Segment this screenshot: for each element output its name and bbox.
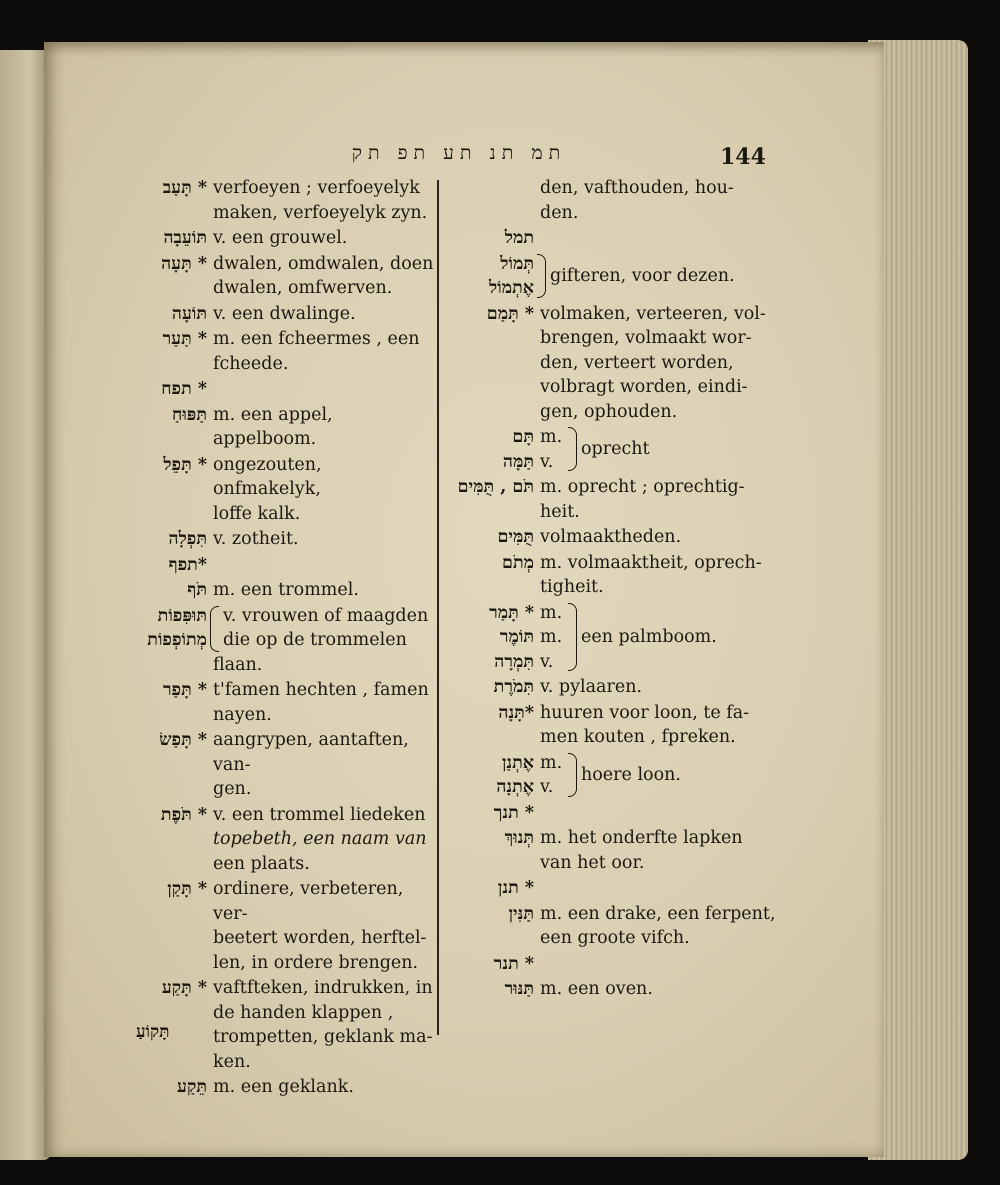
root-headword: תמל <box>504 228 534 248</box>
definition-line: m. oprecht ; oprechtig- <box>540 477 745 497</box>
headword: אֶתְמוֹל <box>489 278 534 298</box>
headword: תַּפּוּחַ <box>171 404 207 425</box>
facing-page-edge <box>0 50 50 1160</box>
headword: תֹּף <box>187 580 207 600</box>
dictionary-entry <box>448 977 778 1002</box>
headword-stack <box>448 751 534 800</box>
right-column <box>448 176 778 1003</box>
brace <box>568 427 577 471</box>
headword: תֵּקַע <box>177 1077 207 1097</box>
definition-line: den, verteert worden, <box>540 352 734 373</box>
definition-line: t'famen hechten , famen <box>213 680 429 700</box>
dictionary-entry <box>448 701 778 750</box>
dictionary-entry <box>89 803 434 877</box>
headword: * תַּעַר <box>162 329 207 349</box>
root-headword: *תפף <box>168 554 207 575</box>
definition-line: m. een appel, appelboom. <box>213 404 333 449</box>
definition-line: vaftfteken, indrukken, in <box>213 978 433 998</box>
headword: תָּם <box>512 427 534 447</box>
headword: תֻּמִּים <box>497 527 534 547</box>
root-entry <box>89 377 434 402</box>
dictionary-entry <box>89 578 434 603</box>
headword: אֶתְנַן <box>501 752 534 773</box>
definition-line: volbragt worden, eindi- <box>540 377 748 397</box>
dictionary-entry <box>89 1075 434 1100</box>
definition-line: v. zotheit. <box>213 529 299 549</box>
definition-line: een plaats. <box>213 853 310 874</box>
definition-line <box>540 952 778 977</box>
root-entry <box>448 952 778 977</box>
definition-line <box>540 801 778 826</box>
brace <box>210 606 219 652</box>
dictionary-entry <box>89 302 434 327</box>
headword: תַּמָּה <box>502 451 534 472</box>
definition-line <box>540 876 778 901</box>
dictionary-entry <box>448 551 778 600</box>
brace <box>568 603 577 671</box>
definition-line: ordinere, verbeteren, ver- <box>213 879 404 924</box>
headword: * תָּעָה <box>161 253 207 274</box>
definition-line: gen. <box>213 779 252 799</box>
definition-line: een groote vifch. <box>540 928 690 948</box>
definition-line: hoere loon. <box>581 764 681 785</box>
definition-line: v. een grouwel. <box>213 228 348 248</box>
headword: * תָּקַע <box>161 978 207 998</box>
definition-line: heit. <box>540 501 580 522</box>
headword: תֹּם , תֻּמִּים <box>457 477 534 497</box>
brace <box>537 254 546 298</box>
definition-line: m. volmaaktheit, oprech- <box>540 552 762 573</box>
definition-line: verfoeyen ; verfoeyelyk <box>213 178 420 198</box>
dictionary-entry <box>448 475 778 524</box>
definition-line: gen, ophouden. <box>540 401 678 422</box>
definition-line: een palmboom. <box>581 626 717 647</box>
headword: * תָּפֵל <box>163 454 207 475</box>
continued-definition <box>448 176 778 225</box>
root-entry <box>448 801 778 826</box>
root-entry <box>448 226 778 251</box>
definition-line: m. een trommel. <box>213 580 359 600</box>
definition-line: m. een fcheermes , een <box>213 329 420 349</box>
dictionary-entry <box>89 176 434 225</box>
headword: * תָּמַר <box>489 602 534 623</box>
headword: * תָּקַן <box>167 879 207 899</box>
gender-marker: m. <box>540 427 563 447</box>
root-entry <box>448 876 778 901</box>
dictionary-entry <box>448 826 778 875</box>
dictionary-entry <box>448 302 778 425</box>
definition-line: nayen. <box>213 704 272 725</box>
definition-line: maken, verfoeyelyk zyn. <box>213 202 428 223</box>
definition-line: oprecht <box>581 439 650 459</box>
headword: * תָּפַר <box>162 680 207 700</box>
definition-line: volmaaktheden. <box>540 527 682 547</box>
stray-headword: תָּקוֹעַ <box>136 1022 170 1042</box>
dictionary-entry <box>89 453 434 527</box>
gender-markers <box>540 425 562 474</box>
gender-markers <box>540 601 562 675</box>
definition-line: len, in ordere brengen. <box>213 952 419 973</box>
definition-line <box>213 553 434 578</box>
headword: * תָּמַם <box>486 303 534 324</box>
root-headword: * תנן <box>497 878 534 898</box>
definition-line: die op de trommelen <box>223 630 407 650</box>
definition-line: topebeth, een naam van <box>213 829 427 849</box>
running-head: תמ תנ תע תפ תק <box>351 142 567 164</box>
definition-line: dwalen, omfwerven. <box>213 278 393 298</box>
column-divider <box>437 180 439 1035</box>
definition-line: de handen klappen , <box>213 1002 394 1023</box>
definition-line: tigheit. <box>540 577 604 597</box>
root-headword: * תנר <box>493 953 534 974</box>
definition-line: v. vrouwen of maagden <box>223 605 429 626</box>
dictionary-entry <box>89 678 434 727</box>
brace-group-entry <box>448 425 778 474</box>
gender-marker: v. <box>540 651 554 672</box>
brace-group-entry <box>448 252 778 301</box>
definition-line: m. een oven. <box>540 979 653 999</box>
headword: * תָּפַשׂ <box>159 730 207 750</box>
headword-stack <box>89 604 207 653</box>
definition-line: men kouten , fpreken. <box>540 727 736 747</box>
dictionary-entry <box>448 902 778 951</box>
brace-group-entry <box>448 601 778 675</box>
dictionary-entry <box>89 403 434 452</box>
headword: * תָּעַב <box>162 178 207 198</box>
definition-line: v. een trommel liedeken <box>213 804 426 825</box>
definition-line: gifteren, voor dezen. <box>550 265 735 286</box>
dictionary-entry <box>89 226 434 251</box>
definition-line <box>540 226 778 251</box>
brace-group-entry <box>89 604 434 678</box>
headword: תִּפְלָה <box>168 529 207 549</box>
root-headword: * תנך <box>493 802 534 823</box>
headword: תּוֹמֶר <box>499 627 534 647</box>
definition-line: m. het onderfte lapken <box>540 828 743 848</box>
dictionary-entry <box>89 327 434 376</box>
definition-line: trompetten, geklank ma- <box>213 1027 433 1047</box>
definition-line: den. <box>540 202 579 223</box>
definition-line: v. een dwalinge. <box>213 303 356 324</box>
gender-marker: v. <box>540 777 554 797</box>
page-number: 144 <box>720 144 766 170</box>
gender-marker: m. <box>540 602 563 623</box>
headword: תּוֹעֵבָה <box>163 228 207 248</box>
headword: מְתוֹפְפוֹת <box>147 630 207 650</box>
definition-line: loffe kalk. <box>213 503 301 524</box>
definition-line: ken. <box>213 1051 251 1072</box>
headword-stack <box>448 601 534 675</box>
headword: תַּנּוּר <box>504 979 534 999</box>
headword-stack <box>448 252 534 301</box>
root-headword: * תפח <box>161 379 207 399</box>
gender-marker: m. <box>540 752 563 773</box>
gender-marker: v. <box>540 451 554 472</box>
dictionary-entry <box>89 527 434 552</box>
headword: תִּמְרָה <box>494 651 534 672</box>
headword: תְּמוֹל <box>500 253 534 274</box>
dictionary-entry <box>89 252 434 301</box>
gender-marker: m. <box>540 627 563 647</box>
definition-line: ongezouten, onfmakelyk, <box>213 454 322 499</box>
dictionary-entry <box>448 525 778 550</box>
left-column <box>89 176 434 1101</box>
headword: תְּנוּךְ <box>504 828 534 848</box>
definition-line: beetert worden, herftel- <box>213 928 427 948</box>
headword: תִּמֹרֶת <box>493 677 534 697</box>
headword: מְתֹם <box>502 552 534 573</box>
definition-line: van het oor. <box>540 852 645 873</box>
brace-group-entry <box>448 751 778 800</box>
definition-line: fcheede. <box>213 353 289 374</box>
definition-line: dwalen, omdwalen, doen <box>213 253 434 274</box>
definition-line: huuren voor loon, te fa- <box>540 702 750 723</box>
book-page <box>44 42 884 1157</box>
definition-line: brengen, volmaakt wor- <box>540 328 752 348</box>
headword: אֶתְנָה <box>496 777 534 797</box>
root-entry <box>89 553 434 578</box>
headword: תּוֹעָה <box>171 303 207 324</box>
definition-line: den, vafthouden, hou- <box>540 178 734 198</box>
headword: תּוּפִּפוֹת <box>157 605 207 626</box>
definition-line: m. een drake, een ferpent, <box>540 903 776 924</box>
headword: תַּנִּין <box>508 903 534 924</box>
brace <box>568 753 577 797</box>
page-header <box>44 142 884 172</box>
definition-line: m. een geklank. <box>213 1077 354 1097</box>
definition-line: volmaken, verteeren, vol- <box>540 303 766 324</box>
gender-markers <box>540 751 562 800</box>
dictionary-entry <box>89 728 434 802</box>
definition-line: aangrypen, aantaften, van- <box>213 730 409 775</box>
headword: *תָּנָה <box>498 702 534 723</box>
definition-line <box>213 377 434 402</box>
headword-stack <box>448 425 534 474</box>
dictionary-entry <box>89 877 434 975</box>
definition-line: flaan. <box>213 654 263 675</box>
definition-line: v. pylaaren. <box>540 677 643 697</box>
headword: * תֹּפֶת <box>160 804 207 825</box>
dictionary-entry <box>448 675 778 700</box>
